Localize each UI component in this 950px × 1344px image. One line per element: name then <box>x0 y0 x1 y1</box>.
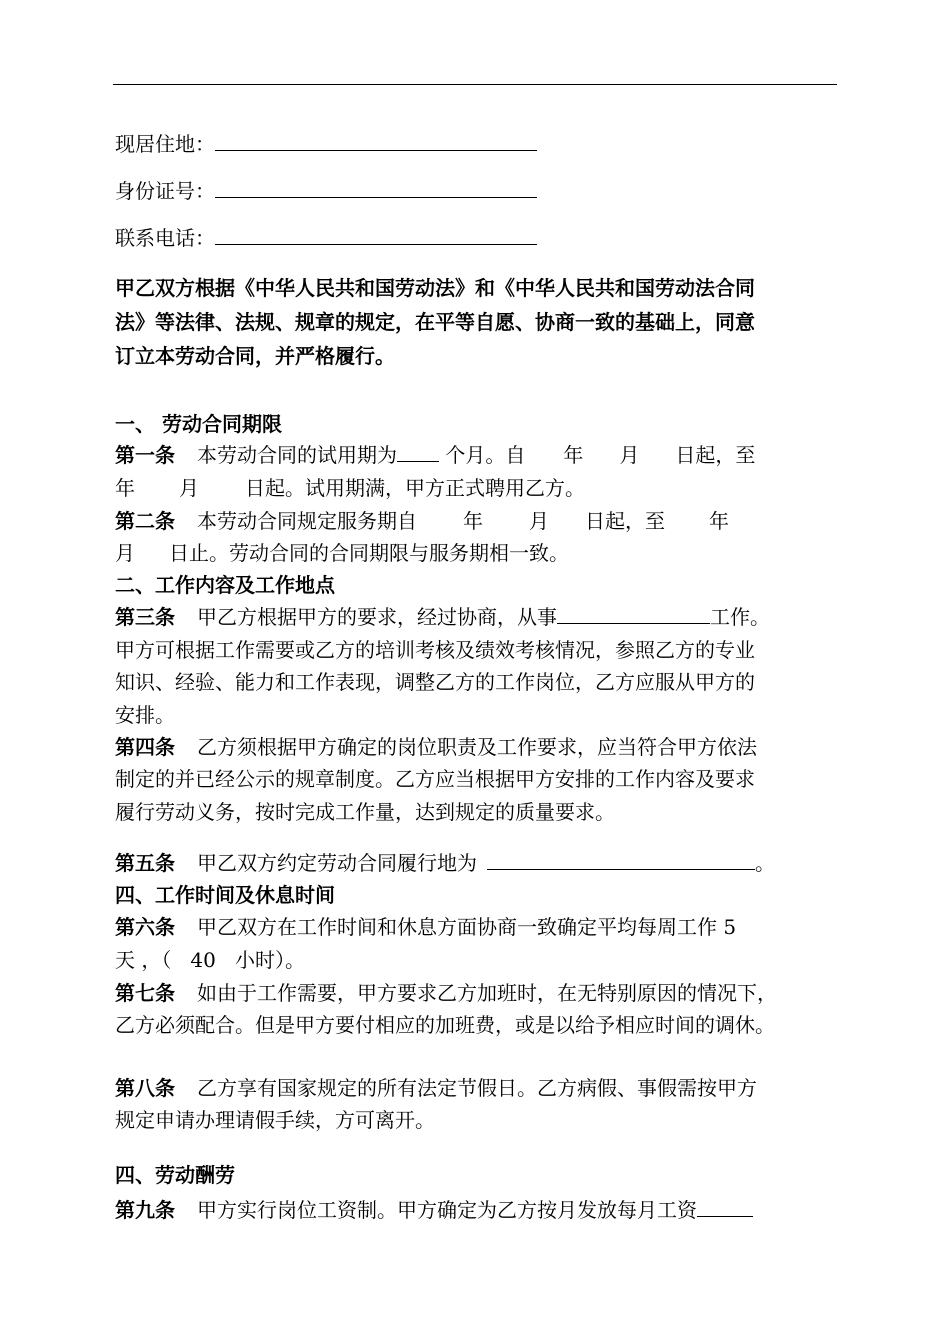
article-2-text: 本劳动合同规定服务期自 <box>197 509 417 533</box>
article-3-label: 第三条 <box>115 605 175 629</box>
article-5-text: 甲乙双方约定劳动合同履行地为 <box>197 851 477 875</box>
phone-field <box>115 222 537 254</box>
article-1-text: 本劳动合同的试用期为 <box>197 443 397 467</box>
article-5-label: 第五条 <box>115 851 175 875</box>
article-2-label: 第二条 <box>115 509 175 533</box>
article-8-line-1 <box>115 1072 757 1104</box>
article-4-label: 第四条 <box>115 735 175 759</box>
article-9-text: 甲方实行岗位工资制。甲方确定为乙方按月发放每月工资 <box>197 1198 697 1222</box>
article-1-month: 月 <box>619 443 640 467</box>
article-5-line-1 <box>115 847 775 879</box>
article-5-end: 。 <box>755 851 775 875</box>
probation-months-blank[interactable] <box>397 439 439 462</box>
article-4-line-1 <box>115 731 757 763</box>
section-4b-title: 四、劳动酬劳 <box>115 1163 235 1187</box>
article-8-line-2: 规定申请办理请假手续，方可离开。 <box>115 1108 435 1132</box>
article-3-work: 工作。 <box>710 605 770 629</box>
article-7-line-1 <box>115 977 777 1009</box>
article-8-text: 乙方享有国家规定的所有法定节假日。乙方病假、事假需按甲方 <box>197 1076 757 1100</box>
article-7-text: 如由于工作需要，甲方要求乙方加班时，在无特别原因的情况下， <box>197 981 777 1005</box>
article-6-text: 甲乙双方在工作时间和休息方面协商一致确定平均每周工作 5 <box>197 915 737 939</box>
preamble-line-3: 订立本劳动合同，并严格履行。 <box>115 344 395 368</box>
article-7-label: 第七条 <box>115 981 175 1005</box>
article-1-end-text: 日起。试用期满，甲方正式聘用乙方。 <box>245 476 585 500</box>
article-6-line-1 <box>115 911 736 943</box>
article-2-line-1 <box>115 505 729 537</box>
article-8-label: 第八条 <box>115 1076 175 1100</box>
preamble-line-2: 法》等法律、法规、规章的规定，在平等自愿、协商一致的基础上，同意 <box>115 310 755 334</box>
article-1-line-2 <box>115 472 585 504</box>
article-9-line-1 <box>115 1194 753 1226</box>
id-label: 身份证号： <box>115 179 215 203</box>
section-4a-title: 四、工作时间及休息时间 <box>115 883 335 907</box>
article-4-line-2: 制定的并已经公示的规章制度。乙方应当根据甲方安排的工作内容及要求 <box>115 767 755 791</box>
article-1-month-2: 月 <box>179 476 199 500</box>
job-blank[interactable] <box>557 601 710 624</box>
article-1-year: 年 <box>563 443 584 467</box>
work-location-blank[interactable] <box>487 847 755 870</box>
article-2-year: 年 <box>463 509 483 533</box>
article-7-line-2: 乙方必须配合。但是甲方要付相应的加班费，或是以给予相应时间的调休。 <box>115 1013 775 1037</box>
preamble-line-1: 甲乙双方根据《中华人民共和国劳动法》和《中华人民共和国劳动法合同 <box>115 276 755 300</box>
article-3-line-3: 知识、经验、能力和工作表现，调整乙方的工作岗位，乙方应服从甲方的 <box>115 670 755 694</box>
id-blank[interactable] <box>215 175 537 198</box>
article-2-to: 日起，至 <box>585 509 665 533</box>
article-1-months: 个月。自 <box>439 443 526 467</box>
address-blank[interactable] <box>215 128 537 151</box>
address-field <box>115 128 537 160</box>
article-4-text: 乙方须根据甲方确定的岗位职责及工作要求，应当符合甲方依法 <box>197 735 757 759</box>
article-1-year-2: 年 <box>115 476 135 500</box>
article-4-line-3: 履行劳动义务，按时完成工作量，达到规定的质量要求。 <box>115 800 615 824</box>
phone-blank[interactable] <box>215 222 537 245</box>
phone-label: 联系电话： <box>115 226 215 250</box>
article-2-line-2 <box>115 537 569 569</box>
article-1-label: 第一条 <box>115 443 175 467</box>
article-6-line-2: 天 ，（ 40 小时）。 <box>115 948 305 972</box>
article-3-line-4: 安排。 <box>115 703 175 727</box>
article-2-month: 月 <box>529 509 549 533</box>
address-label: 现居住地： <box>115 132 215 156</box>
article-2-year-2: 年 <box>709 509 729 533</box>
article-3-text: 甲乙方根据甲方的要求，经过协商，从事 <box>197 605 557 629</box>
article-3-line-1 <box>115 601 770 633</box>
article-6-label: 第六条 <box>115 915 175 939</box>
article-2-month-2: 月 <box>115 541 135 565</box>
article-9-label: 第九条 <box>115 1198 175 1222</box>
section-1-title: 一、 劳动合同期限 <box>115 412 282 436</box>
id-field <box>115 175 537 207</box>
article-2-end-text: 日止。劳动合同的合同期限与服务期相一致。 <box>169 541 569 565</box>
top-rule <box>113 84 837 85</box>
article-3-line-2: 甲方可根据工作需要或乙方的培训考核及绩效考核情况，参照乙方的专业 <box>115 638 755 662</box>
article-1-line-1 <box>115 439 755 471</box>
article-1-from-day: 日起，至 <box>675 443 756 467</box>
section-2-title: 二、工作内容及工作地点 <box>115 573 335 597</box>
salary-blank[interactable] <box>697 1194 753 1217</box>
